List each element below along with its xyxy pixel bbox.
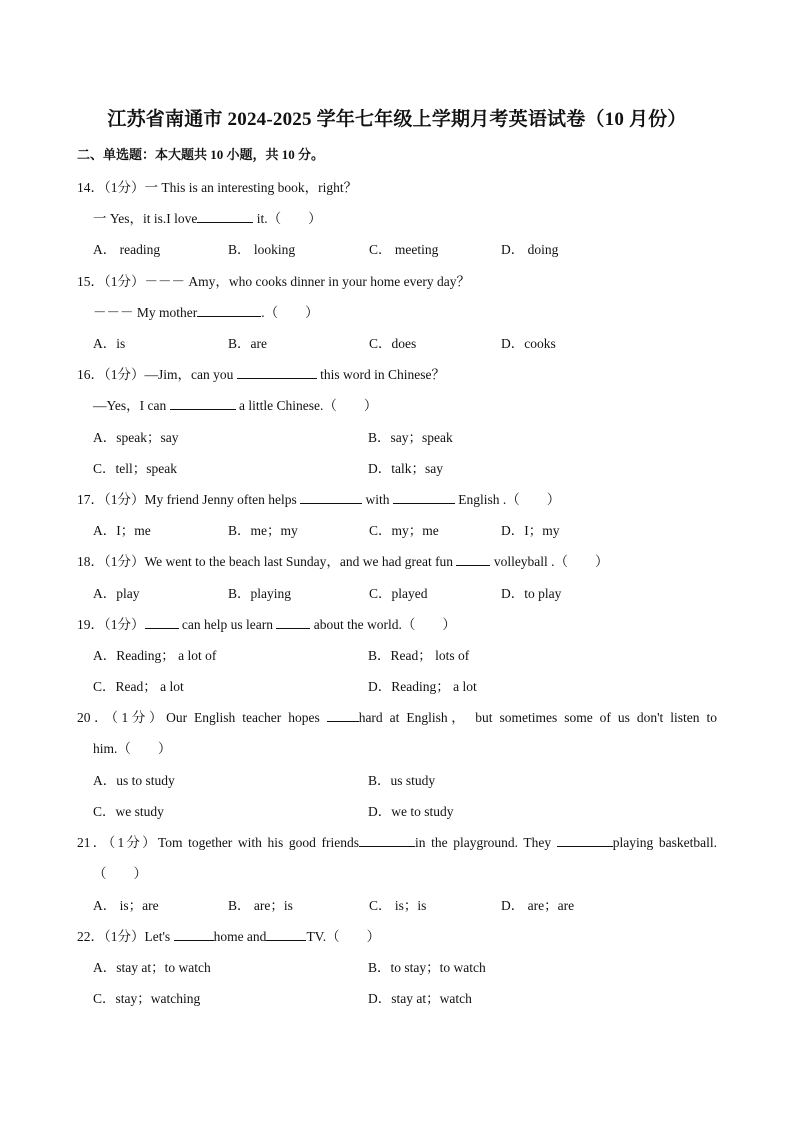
option-a: A．stay at；to watch (93, 960, 211, 975)
option-c: C．Read； a lot (93, 679, 184, 694)
question-15-stem: 15．（1分）－－－ Amy，who cooks dinner in your home every day？ (77, 274, 470, 289)
question-17-stem: 17．（1分）My friend Jenny often helps with English .（ ） (77, 492, 561, 507)
option-c: C． meeting (369, 242, 439, 257)
answer-blank (174, 928, 214, 941)
answer-blank (327, 709, 359, 722)
option-c: C．my；me (369, 523, 439, 538)
answer-blank (197, 210, 253, 223)
option-a: A．play (93, 586, 140, 601)
option-c: C．we study (93, 804, 164, 819)
question-14-stem: 14．（1分）一 This is an interesting book，right？ (77, 180, 358, 195)
option-d: D．I；my (501, 523, 560, 538)
option-d: D．to play (501, 586, 562, 601)
option-d: D．talk；say (368, 461, 443, 476)
answer-blank (145, 616, 179, 629)
option-b: B．me；my (228, 523, 298, 538)
option-a: A．Reading； a lot of (93, 648, 217, 663)
answer-blank (393, 491, 455, 504)
option-b: B．playing (228, 586, 291, 601)
option-a: A．us to study (93, 773, 175, 788)
option-b: B．Read； lots of (368, 648, 470, 663)
option-c: C．does (369, 336, 417, 351)
option-d: D．stay at；watch (368, 991, 472, 1006)
option-a: A． reading (93, 242, 161, 257)
option-a: A．is (93, 336, 126, 351)
question-20-stem: 20．（1分）Our English teacher hopes hard at English， but sometimes some of us don't listen to (77, 710, 718, 725)
answer-blank (237, 366, 317, 379)
option-a: A．I；me (93, 523, 151, 538)
option-d: D．Reading； a lot (368, 679, 477, 694)
option-d: D． doing (501, 242, 559, 257)
answer-blank (300, 491, 362, 504)
exam-title: 江苏省南通市 2024-2025 学年七年级上学期月考英语试卷（10 月份） (107, 109, 687, 130)
section-heading: 二、单选题：本大题共 10 小题，共 10 分。 (77, 147, 325, 162)
answer-blank (197, 304, 261, 317)
option-a: A． is；are (93, 898, 159, 913)
option-c: C．stay；watching (93, 991, 201, 1006)
option-b: B．us study (368, 773, 436, 788)
option-c: C．played (369, 586, 428, 601)
question-19-stem: 19．（1分） can help us learn about the world.（ ） (77, 617, 456, 632)
question-21-stem: 21．（1分）Tom together with his good friends in the playground. They playing basketball. (77, 835, 717, 850)
question-20-stem-cont: him.（ ） (93, 741, 172, 756)
question-18-stem: 18．（1分）We went to the beach last Sunday，and we had great fun volleyball .（ ） (77, 554, 609, 569)
option-c: C． is；is (369, 898, 427, 913)
question-22-stem: 22．（1分）Let's home and TV.（ ） (77, 929, 381, 944)
answer-blank (456, 553, 490, 566)
option-b: B．are (228, 336, 267, 351)
question-16-reply: —Yes，I can a little Chinese.（ ） (93, 398, 378, 413)
answer-blank (276, 616, 310, 629)
question-15-reply: －－－ My mother .（ ） (93, 305, 319, 320)
option-a: A．speak；say (93, 430, 179, 445)
answer-blank (170, 397, 236, 410)
option-b: B．say；speak (368, 430, 453, 445)
option-d: D． are；are (501, 898, 575, 913)
question-16-stem: 16．（1分）—Jim，can you this word in Chinese？ (77, 367, 445, 382)
option-b: B． looking (228, 242, 296, 257)
option-c: C．tell；speak (93, 461, 177, 476)
question-14-reply: 一 Yes，it is.I love it.（ ） (93, 211, 322, 226)
option-b: B． are；is (228, 898, 293, 913)
answer-blank (359, 834, 415, 847)
option-b: B．to stay；to watch (368, 960, 486, 975)
option-d: D．cooks (501, 336, 556, 351)
option-d: D．we to study (368, 804, 454, 819)
question-21-stem-cont: （ ） (93, 866, 147, 881)
answer-blank (266, 928, 306, 941)
answer-blank (557, 834, 613, 847)
